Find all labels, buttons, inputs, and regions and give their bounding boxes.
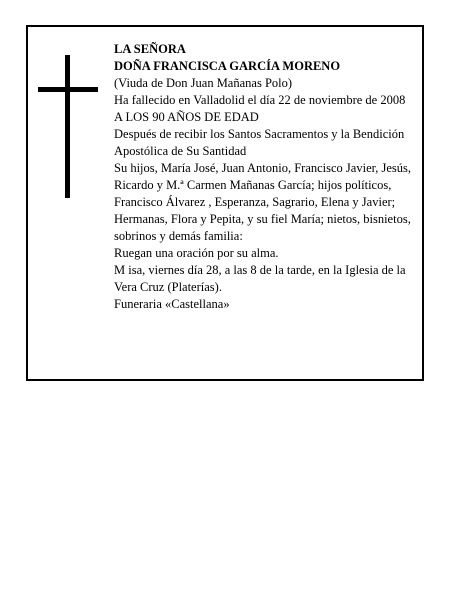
mass-details: M isa, viernes día 28, a las 8 de la tarde, en la Iglesia de la Vera Cruz (Platerías). — [114, 263, 406, 294]
cross-vertical-bar — [65, 55, 70, 198]
age-statement: A LOS 90 AÑOS DE EDAD — [114, 110, 259, 124]
cross-icon — [38, 55, 98, 198]
deceased-name: DOÑA FRANCISCA GARCÍA MORENO — [114, 59, 341, 73]
prayer-request: Ruegan una oración por su alma. — [114, 246, 279, 260]
cross-horizontal-bar — [38, 87, 98, 92]
funeral-home: Funeraria «Castellana» — [114, 297, 230, 311]
sacraments-statement: Después de recibir los Santos Sacramentos y la Bendición Apostólica de Su Santidad — [114, 127, 405, 158]
death-statement: Ha fallecido en Valladolid el día 22 de noviembre de 2008 — [114, 93, 406, 107]
family-list: Su hijos, María José, Juan Antonio, Francisco Javier, Jesús, Ricardo y M.ª Carmen Mañanas García; hijos políticos, Francisco Álvarez , Esperanza, Sagrario, Elena y Javier; Hermanas, Flora y Pepita, y su fiel María; nietos, bisnietos, sobrinos y demás familia: — [114, 161, 412, 243]
obituary-notice — [26, 25, 424, 381]
widow-of: (Viuda de Don Juan Mañanas Polo) — [114, 76, 293, 90]
obituary-text — [114, 41, 422, 313]
notice-header: LA SEÑORA — [114, 42, 186, 56]
